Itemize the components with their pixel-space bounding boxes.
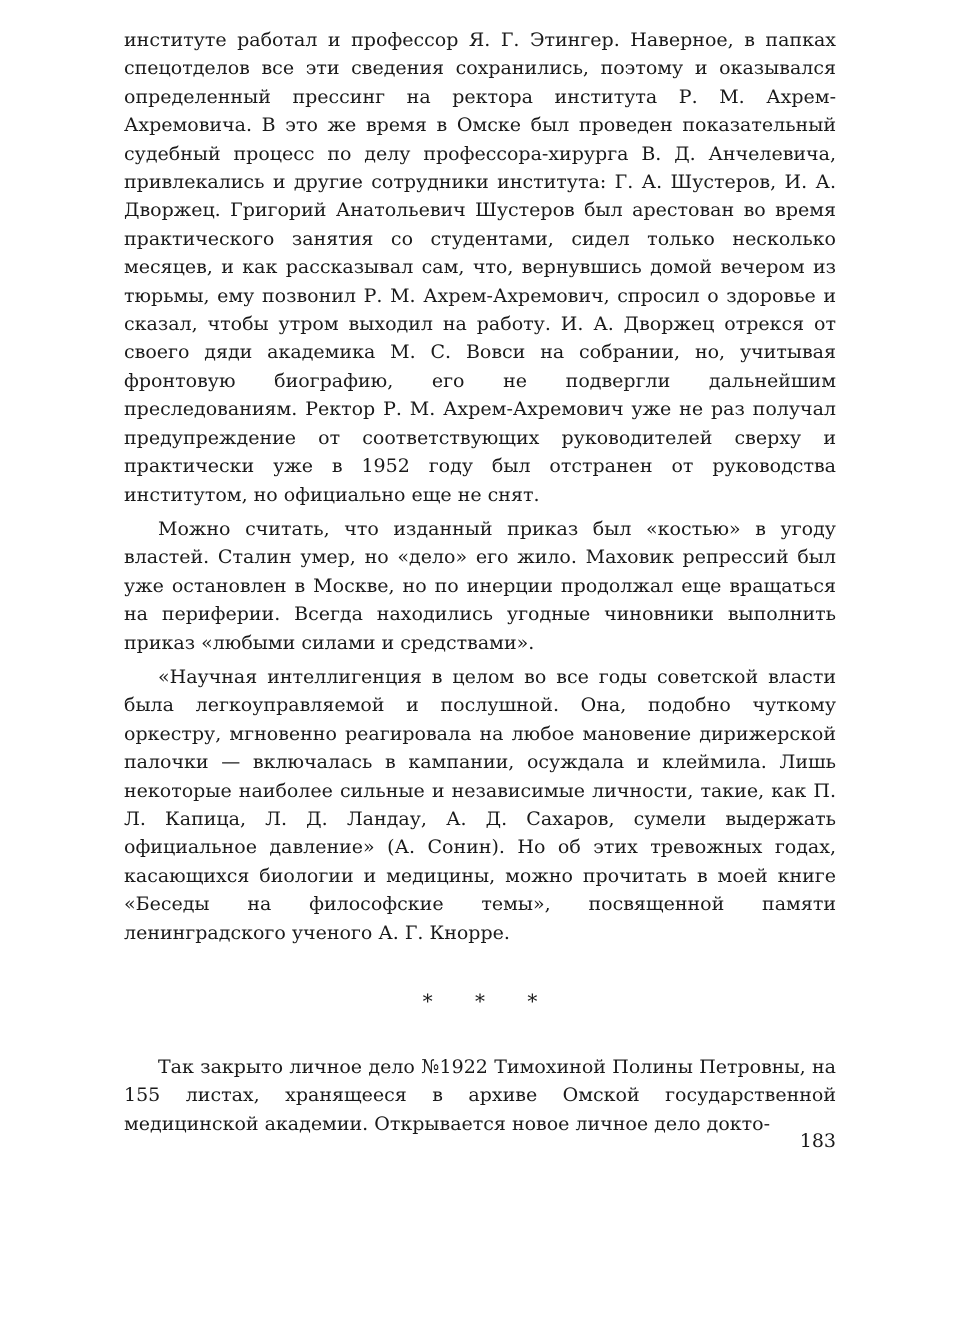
section-separator: * * * — [422, 989, 556, 1013]
paragraph-3: «Научная интеллигенция в целом во все годы советской власти была легкоуправляемой и послушной. Она, подобно чуткому оркестру, мгновенно реагировала на любое мановение дирижерской палочки — включалась в кампании, осуждала и клеймила. Лишь некоторые наиболее сильные и независимые личности, такие, как П. Л. Капица, Л. Д. Ландау, А. Д. Сахаров, сумели выдержать официальное давление» (А. Сонин). Но об этих тревожных годах, касающихся биологии и медицины, можно прочитать в моей книге «Беседы на философские темы», посвященной памяти ленинградского ученого А. Г. Кнорре. — [124, 665, 836, 944]
page-number: 183 — [799, 1130, 836, 1152]
paragraph-4: Так закрыто личное дело №1922 Тимохиной Полины Петровны, на 155 листах, хранящееся в архиве Омской государственной медицинской академии. Открывается новое личное дело докто- — [124, 1056, 836, 1135]
paragraph-1: институте работал и профессор Я. Г. Этингер. Наверное, в папках спецотделов все эти сведения сохранились, поэтому и оказывался определенный прессинг на ректора института Р. М. Ахрем-Ахремовича. В это же время в Омске был проведен показательный судебный процесс по делу профессора-хирурга В. Д. Анчелевича, привлекались и другие сотрудники института: Г. А. Шустеров, И. А. Дворжец. Григорий Анатольевич Шустеров был арестован во время практического занятия со студентами, сидел только несколько месяцев, и как рассказывал сам, что, вернувшись домой вечером из тюрьмы, ему позвонил Р. М. Ахрем-Ахремович, спросил о здоровье и сказал, чтобы утром выходил на работу. И. А. Дворжец отрекся от своего дяди академика М. С. Вовси на собрании, но, учитывая фронтовую биографию, его не подвергли дальнейшим преследованиям. Ректор Р. М. Ахрем-Ахремович уже не раз получал предупреждение от соответствующих руководителей сверху и практически уже в 1952 году был отстранен от руководства институтом, но официально еще не снят. — [124, 29, 836, 506]
page-body — [124, 26, 836, 1138]
paragraph-2: Можно считать, что изданный приказ был «костью» в угоду властей. Сталин умер, но «дело» его жило. Маховик репрессий был уже остановлен в Москве, но по инерции продолжал еще вращаться на периферии. Всегда находились угодные чиновники выполнить приказ «любыми силами и средствами». — [124, 517, 836, 654]
